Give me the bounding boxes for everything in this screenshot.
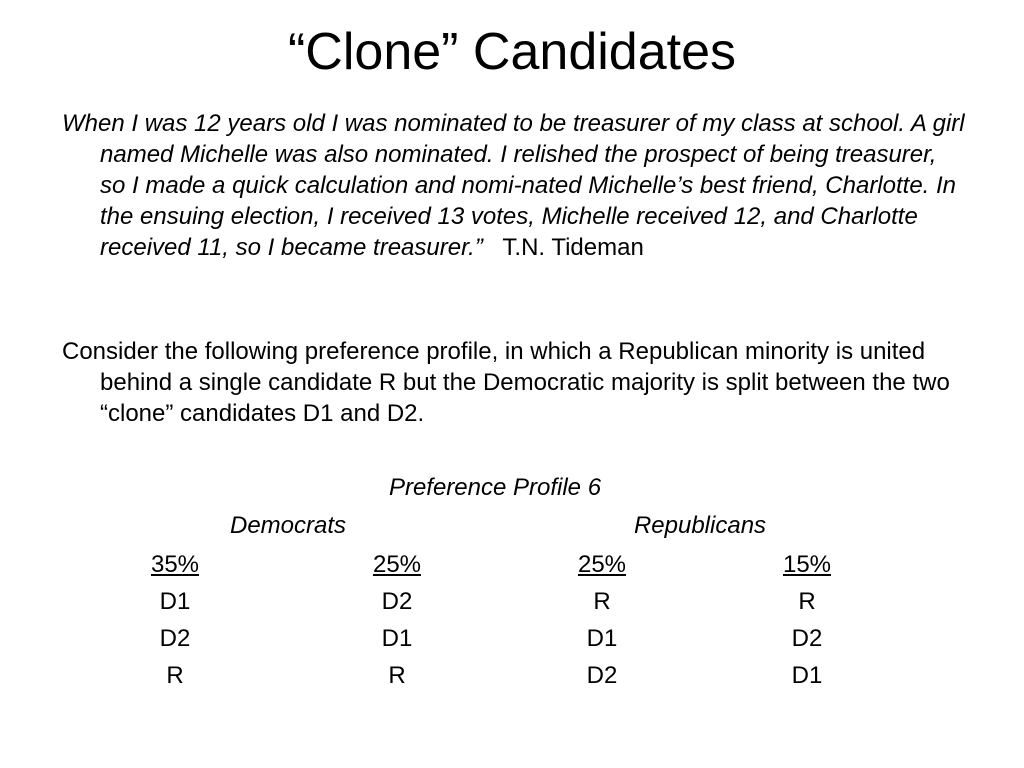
profile-column-1 [105,546,245,694]
rank-1: D2 [381,588,413,615]
column-percent: 35% [150,551,200,578]
group-label-democrats: Democrats [229,512,347,539]
group-label-republicans: Republicans [633,512,767,539]
rank-1: R [593,588,611,615]
rank-2: D2 [791,625,823,652]
quote-author: T.N. Tideman [502,234,644,261]
profile-title: Preference Profile 6 [388,474,602,501]
slide-title: “Clone” Candidates [287,23,737,81]
consider-paragraph: Consider the following preference profile, in which a Republican minority is united behind a single candidate R but the Democratic majority is split between the two “clone” candidates D1 and D2. [62,338,950,427]
column-percent: 25% [577,551,627,578]
profile-column-2 [327,546,467,694]
rank-3: D1 [791,662,823,689]
rank-2: D2 [159,625,191,652]
column-percent: 25% [372,551,422,578]
rank-3: R [166,662,184,689]
profile-column-3 [532,546,672,694]
column-percent: 15% [782,551,832,578]
tideman-quote [62,108,967,263]
rank-3: D2 [586,662,618,689]
quote-text: When I was 12 years old I was nominated to be treasurer of my class at school. A girl named Michelle was also nominated. I relished the prospect of being treasurer, so I made a quick calculation and nomi-nated Michelle’s best friend, Charlotte. In the ensuing election, I received 13 votes, Michelle received 12, and Charlotte received 11, so I became treasurer.” [62,110,965,261]
profile-column-4 [737,546,877,694]
rank-2: D1 [381,625,413,652]
rank-1: D1 [159,588,191,615]
rank-1: R [798,588,816,615]
rank-3: R [388,662,406,689]
rank-2: D1 [586,625,618,652]
